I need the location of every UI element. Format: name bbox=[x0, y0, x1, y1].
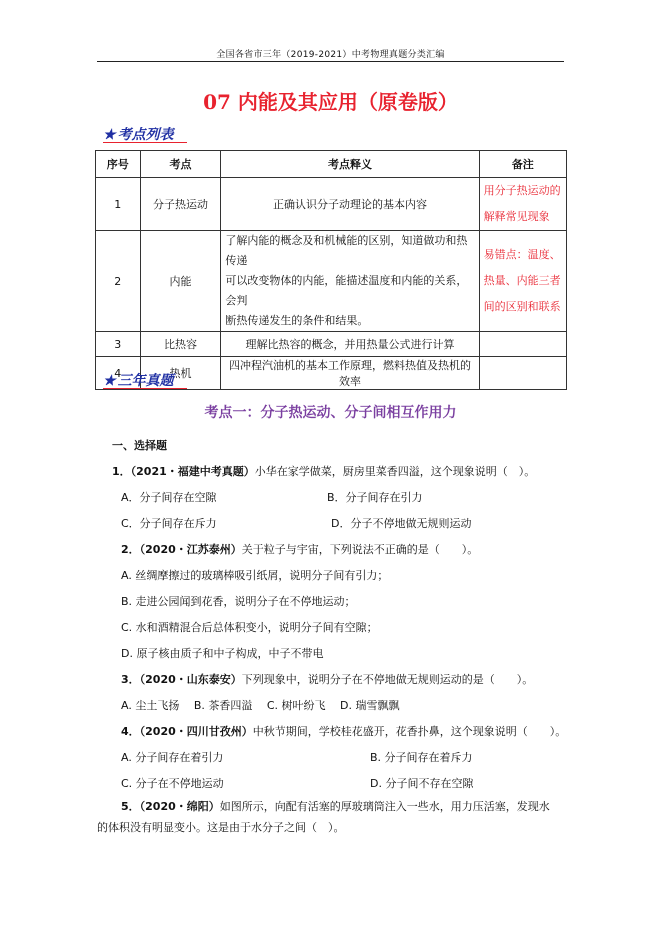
section-label-points bbox=[103, 124, 174, 144]
cell-note bbox=[479, 332, 566, 357]
question-5 bbox=[121, 798, 550, 814]
table-row bbox=[96, 332, 567, 357]
cell-point: 比热容 bbox=[140, 332, 221, 357]
col-header-point: 考点 bbox=[140, 151, 221, 178]
question-source: （2020・江苏泰州） bbox=[139, 543, 242, 556]
question-source: （2020・山东泰安） bbox=[139, 673, 242, 686]
option-b: B. 走进公园闻到花香，说明分子在不停地运动； bbox=[121, 595, 356, 608]
option-a: A. 分子间存在着引力 bbox=[121, 751, 224, 764]
cell-no: 4 bbox=[96, 357, 141, 390]
section-underline bbox=[103, 142, 187, 143]
option-b: B. 分子间存在着斥力 bbox=[370, 751, 473, 764]
question-number: 3． bbox=[121, 673, 140, 686]
option-d: D. 原子核由质子和中子构成，中子不带电 bbox=[121, 647, 324, 660]
section-label-years-text: 三年真题 bbox=[117, 373, 174, 389]
option-c: C. 水和酒精混合后总体积变小，说明分子间有空隙； bbox=[121, 621, 378, 634]
question-1 bbox=[112, 463, 535, 479]
group-title: 一、选择题 bbox=[112, 439, 167, 452]
cell-desc: 理解比热容的概念，并用热量公式进行计算 bbox=[221, 332, 479, 357]
question-number: 2． bbox=[121, 543, 140, 556]
header-divider bbox=[97, 61, 564, 62]
option-d: D. 分子间不存在空隙 bbox=[370, 777, 474, 790]
cell-no: 3 bbox=[96, 332, 141, 357]
question-number: 1． bbox=[112, 465, 131, 478]
star-icon: ★ bbox=[103, 127, 116, 143]
desc-line: 断热传递发生的条件和结果。 bbox=[225, 314, 369, 327]
section-underline bbox=[103, 388, 187, 389]
col-header-note: 备注 bbox=[479, 151, 566, 178]
running-header: 全国各省市三年（2019-2021）中考物理真题分类汇编 bbox=[216, 50, 445, 60]
note-line: 易错点：温度、 bbox=[483, 248, 561, 261]
question-source: （2021・福建中考真题） bbox=[130, 465, 255, 478]
table-header-row bbox=[96, 151, 567, 178]
cell-no: 1 bbox=[96, 178, 141, 231]
star-icon: ★ bbox=[103, 373, 116, 389]
question-3 bbox=[121, 671, 533, 687]
cell-point: 内能 bbox=[140, 231, 221, 332]
options-line: A. 尘土飞扬 B. 茶香四溢 C. 树叶纷飞 D. 瑞雪飘飘 bbox=[121, 699, 400, 712]
desc-line: 了解内能的概念及和机械能的区别，知道做功和热传递 bbox=[225, 234, 468, 267]
question-5-continued: 的体积没有明显变小。这是由于水分子之间（ ）。 bbox=[97, 821, 345, 834]
question-stem: 下列现象中，说明分子在不停地做无规则运动的是（ ）。 bbox=[241, 673, 534, 686]
col-header-desc: 考点释义 bbox=[221, 151, 479, 178]
question-number: 5． bbox=[121, 800, 140, 813]
cell-desc: 正确认识分子动理论的基本内容 bbox=[221, 178, 479, 231]
cell-desc: 四冲程汽油机的基本工作原理，燃料热值及热机的效率 bbox=[221, 357, 479, 390]
question-stem: 中秋节期间，学校桂花盛开，花香扑鼻，这个现象说明（ ）。 bbox=[252, 725, 567, 738]
option-c: C．分子间存在斥力 bbox=[121, 517, 217, 530]
cell-point: 热机 bbox=[140, 357, 221, 390]
option-c: C. 分子在不停地运动 bbox=[121, 777, 224, 790]
desc-line: 可以改变物体的内能，能描述温度和内能的关系，会判 bbox=[225, 274, 468, 307]
table-row bbox=[96, 178, 567, 231]
cell-note bbox=[479, 357, 566, 390]
section-label-points-text: 考点列表 bbox=[117, 127, 174, 143]
cell-desc bbox=[221, 231, 479, 332]
col-header-no: 序号 bbox=[96, 151, 141, 178]
cell-note bbox=[479, 178, 566, 231]
cell-note bbox=[479, 231, 566, 332]
question-stem: 关于粒子与宇宙，下列说法不正确的是（ ）。 bbox=[241, 543, 479, 556]
document-title: 07 内能及其应用（原卷版） bbox=[203, 90, 458, 114]
option-a: A．分子间存在空隙 bbox=[121, 491, 217, 504]
question-number: 4． bbox=[121, 725, 140, 738]
question-4 bbox=[121, 723, 566, 739]
cell-no: 2 bbox=[96, 231, 141, 332]
question-source: （2020・绵阳） bbox=[139, 800, 220, 813]
note-line: 解释常见现象 bbox=[483, 210, 550, 223]
points-table bbox=[95, 150, 567, 390]
table-row bbox=[96, 231, 567, 332]
question-2 bbox=[121, 541, 478, 557]
subsection-title: 考点一：分子热运动、分子间相互作用力 bbox=[204, 405, 457, 421]
note-line: 用分子热运动的 bbox=[483, 184, 561, 197]
question-stem: 如图所示，向配有活塞的厚玻璃筒注入一些水，用力压活塞，发现水 bbox=[219, 800, 550, 813]
question-source: （2020・四川甘孜州） bbox=[139, 725, 253, 738]
question-stem: 小华在家学做菜，厨房里菜香四溢，这个现象说明（ ）。 bbox=[254, 465, 536, 478]
note-line: 热量、内能三者 bbox=[483, 274, 561, 287]
cell-point: 分子热运动 bbox=[140, 178, 221, 231]
option-d: D．分子不停地做无规则运动 bbox=[331, 517, 472, 530]
option-b: B．分子间存在引力 bbox=[327, 491, 423, 504]
note-line: 间的区别和联系 bbox=[483, 300, 561, 313]
option-a: A. 丝绸摩擦过的玻璃棒吸引纸屑，说明分子间有引力； bbox=[121, 569, 389, 582]
section-label-years bbox=[103, 370, 174, 390]
